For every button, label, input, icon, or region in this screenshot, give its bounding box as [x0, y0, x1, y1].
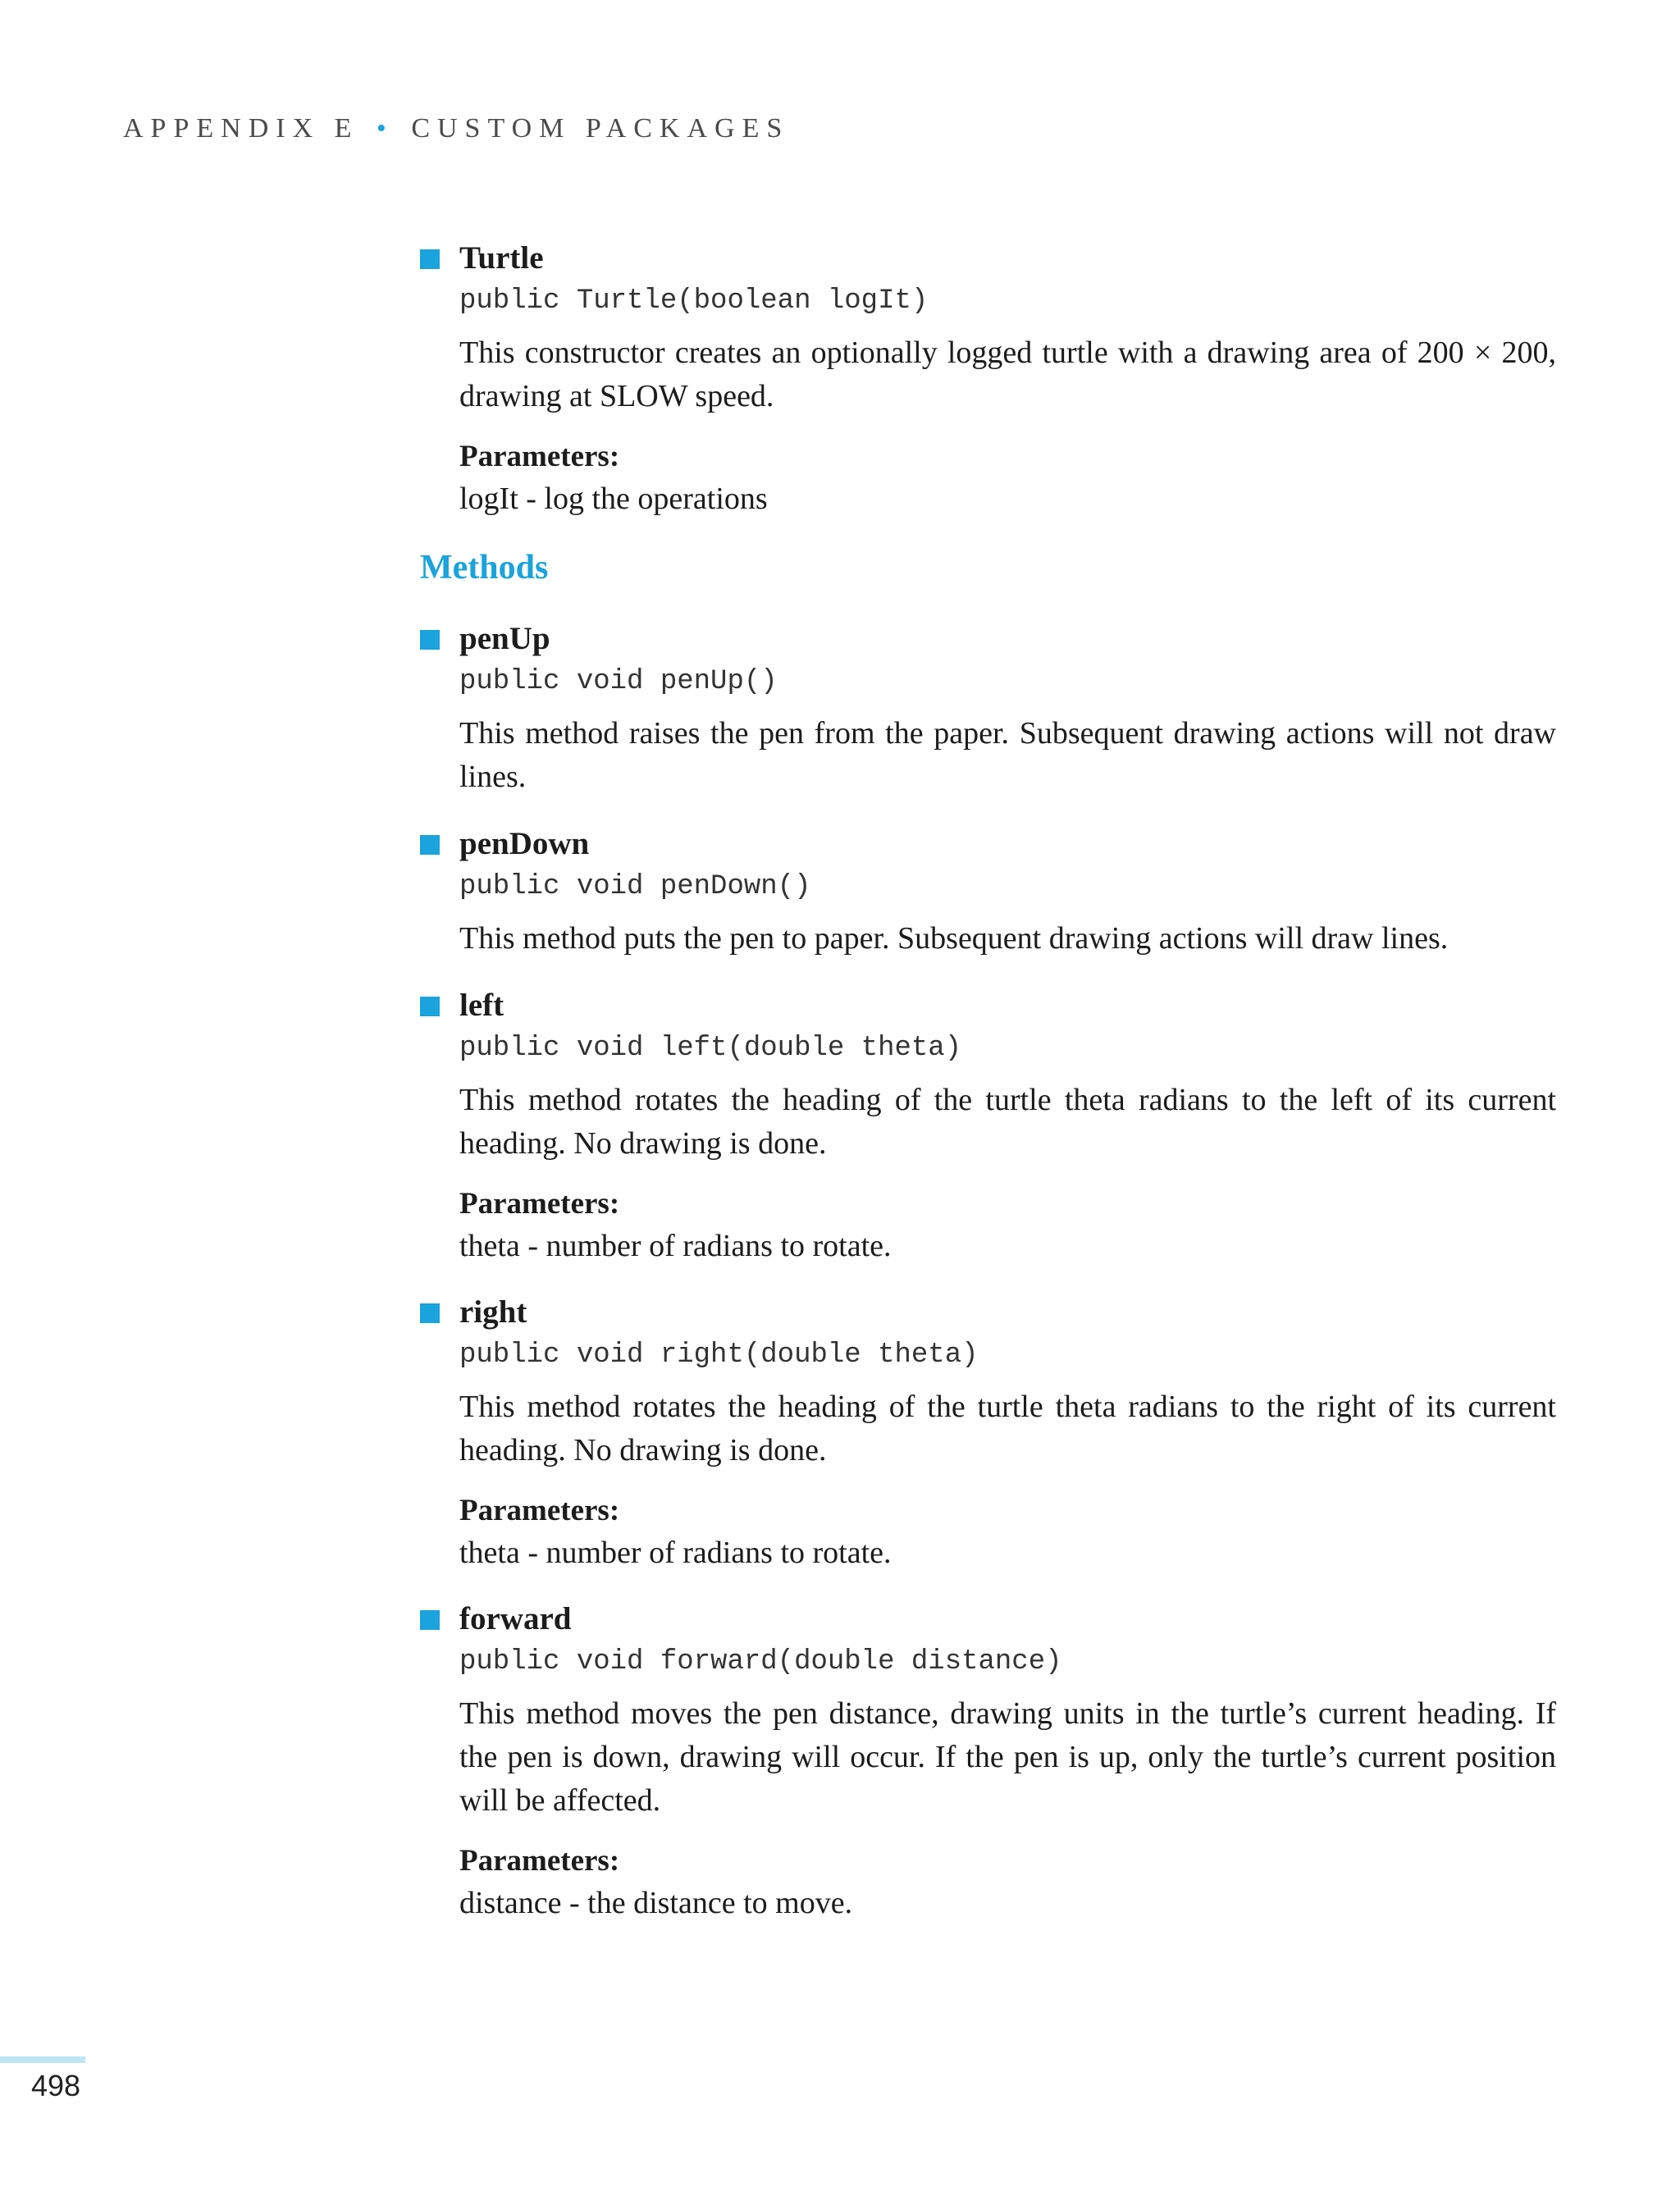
- running-head-separator: •: [376, 113, 394, 144]
- parameters-text: distance - the distance to move.: [459, 1886, 853, 1920]
- page-content: [420, 238, 1556, 1949]
- running-head-appendix: APPENDIX E: [123, 113, 359, 144]
- method-signature: public void right(double theta): [459, 1340, 979, 1371]
- parameters-label: Parameters:: [459, 440, 620, 473]
- entry-title: right: [459, 1294, 527, 1330]
- entry-description: This method moves the pen distance, drawing units in the turtle’s current heading. If the pen is down, drawing will occur. If the pen is up, only the turtle’s current position will be affected.: [459, 1696, 1556, 1818]
- entry-title: left: [459, 988, 504, 1023]
- method-entry-right: [420, 1292, 1556, 1574]
- parameters-label: Parameters:: [459, 1494, 620, 1527]
- entry-description: This constructor creates an optionally logged turtle with a drawing area of 200 × 200, drawing at SLOW speed.: [459, 335, 1556, 413]
- constructor-entry: [420, 238, 1556, 520]
- method-entry-penup: [420, 618, 1556, 799]
- entry-description: This method rotates the heading of the turtle theta radians to the left of its current heading. No drawing is done.: [459, 1083, 1556, 1161]
- running-head: [123, 113, 789, 144]
- entry-title: Turtle: [459, 240, 544, 276]
- bullet-square-icon: [420, 249, 440, 269]
- page-number: 498: [31, 2069, 81, 2102]
- entry-description: This method puts the pen to paper. Subsequent drawing actions will draw lines.: [459, 921, 1449, 956]
- method-signature: public Turtle(boolean logIt): [459, 285, 929, 317]
- entry-title: penUp: [459, 621, 550, 656]
- method-signature: public void penDown(): [459, 871, 811, 902]
- method-signature: public void left(double theta): [459, 1033, 962, 1064]
- method-signature: public void forward(double distance): [459, 1646, 1062, 1677]
- parameters-label: Parameters:: [459, 1844, 620, 1878]
- method-entry-left: [420, 985, 1556, 1267]
- parameters-text: theta - number of radians to rotate.: [459, 1229, 892, 1263]
- parameters-label: Parameters:: [459, 1187, 620, 1221]
- parameters-text: theta - number of radians to rotate.: [459, 1536, 892, 1570]
- entry-description: This method raises the pen from the paper. Subsequent drawing actions will not draw lines.: [459, 716, 1556, 794]
- bullet-square-icon: [420, 835, 440, 855]
- bullet-square-icon: [420, 997, 440, 1016]
- method-entry-pendown: [420, 824, 1556, 961]
- method-signature: public void penUp(): [459, 666, 778, 697]
- bullet-square-icon: [420, 1303, 440, 1323]
- entry-title: penDown: [459, 826, 590, 861]
- entry-description: This method rotates the heading of the turtle theta radians to the right of its current heading. No drawing is done.: [459, 1390, 1556, 1467]
- page-number-accent-bar: [0, 2056, 85, 2063]
- running-head-title: CUSTOM PACKAGES: [411, 113, 790, 144]
- bullet-square-icon: [420, 630, 440, 650]
- entry-title: forward: [459, 1601, 572, 1636]
- bullet-square-icon: [420, 1610, 440, 1630]
- section-heading-methods: Methods: [420, 549, 549, 586]
- parameters-text: logIt - log the operations: [459, 482, 768, 516]
- method-entry-forward: [420, 1599, 1556, 1924]
